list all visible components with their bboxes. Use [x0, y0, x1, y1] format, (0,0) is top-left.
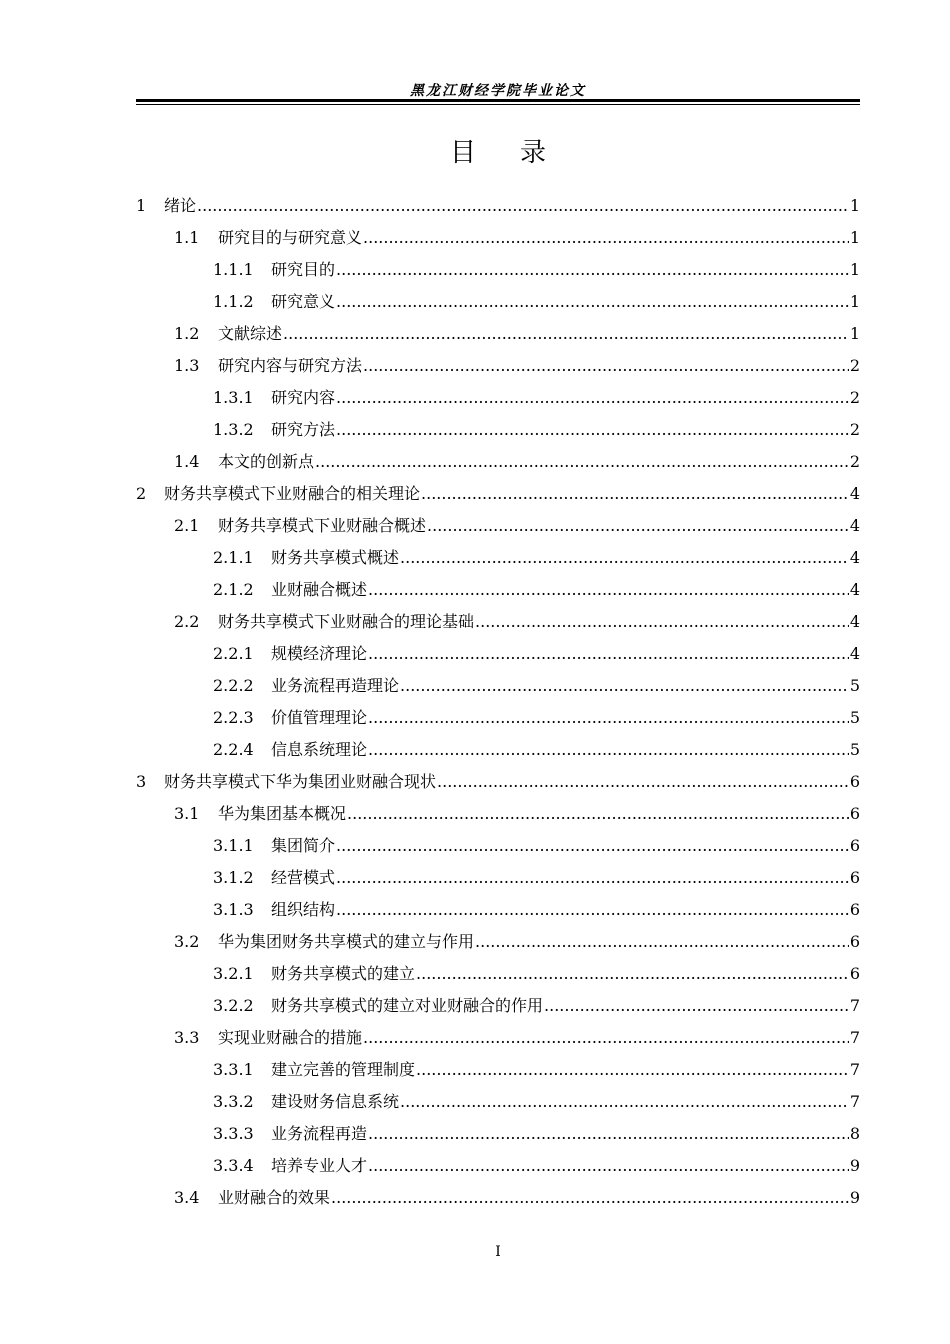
toc-leader-dots — [336, 830, 849, 862]
toc-entry-title: 研究目的 — [271, 260, 336, 279]
toc-leader-dots — [315, 446, 849, 478]
toc-entry[interactable] — [136, 990, 860, 1022]
toc-entry[interactable] — [136, 1182, 860, 1214]
toc-entry[interactable] — [136, 830, 860, 862]
toc-entry-title: 研究目的与研究意义 — [218, 228, 363, 247]
toc-entry-title: 本文的创新点 — [218, 452, 315, 471]
toc-leader-dots — [368, 1118, 849, 1150]
toc-entry-title: 业务流程再造理论 — [271, 676, 400, 695]
toc-title: 目录 — [449, 138, 590, 168]
toc-entry-title: 绪论 — [164, 196, 197, 215]
toc-entry-title: 研究意义 — [271, 292, 336, 311]
toc-entry-number: 3.3 — [174, 1028, 200, 1047]
toc-entry-number: 1.4 — [174, 452, 200, 471]
toc-entry[interactable] — [136, 446, 860, 478]
toc-entry-page: 9 — [849, 1188, 860, 1207]
toc-entry-page: 6 — [849, 900, 860, 919]
toc-entry-page: 4 — [849, 548, 860, 567]
toc-entry-title: 华为集团基本概况 — [218, 804, 347, 823]
toc-entry[interactable] — [136, 574, 860, 606]
toc-leader-dots — [400, 670, 849, 702]
toc-entry-title: 财务共享模式的建立对业财融合的作用 — [271, 996, 544, 1015]
page-number: I — [495, 1244, 501, 1260]
header-rule-thin — [136, 104, 860, 105]
toc-leader-dots — [368, 1150, 849, 1182]
toc-entry-page: 9 — [849, 1156, 860, 1175]
toc-entry[interactable] — [136, 958, 860, 990]
toc-entry[interactable] — [136, 1086, 860, 1118]
toc-entry-title: 信息系统理论 — [271, 740, 368, 759]
toc-entry-page: 8 — [849, 1124, 860, 1143]
toc-leader-dots — [336, 894, 849, 926]
toc-entry-title: 研究内容与研究方法 — [218, 356, 363, 375]
toc-entry-title: 业务流程再造 — [271, 1124, 368, 1143]
toc-entry[interactable] — [136, 1118, 860, 1150]
toc-entry[interactable] — [136, 318, 860, 350]
toc-entry-title: 实现业财融合的措施 — [218, 1028, 363, 1047]
toc-entry-title: 财务共享模式概述 — [271, 548, 400, 567]
toc-leader-dots — [544, 990, 849, 1022]
toc-entry-title: 财务共享模式下业财融合的理论基础 — [218, 612, 475, 631]
toc-entry-title: 组织结构 — [271, 900, 336, 919]
toc-entry-number: 3.1.3 — [213, 900, 254, 919]
toc-entry-title: 财务共享模式的建立 — [271, 964, 416, 983]
toc-entry[interactable] — [136, 222, 860, 254]
toc-entry-number: 3.3.3 — [213, 1124, 254, 1143]
toc-entry-title: 价值管理理论 — [271, 708, 368, 727]
toc-leader-dots — [368, 702, 849, 734]
toc-entry-number: 3.3.4 — [213, 1156, 254, 1175]
toc-leader-dots — [475, 926, 849, 958]
toc-leader-dots — [363, 350, 849, 382]
toc-entry-title: 建设财务信息系统 — [271, 1092, 400, 1111]
toc-entry-number: 2.2 — [174, 612, 200, 631]
toc-entry[interactable] — [136, 926, 860, 958]
toc-entry[interactable] — [136, 1150, 860, 1182]
toc-entry-page: 7 — [849, 1028, 860, 1047]
toc-entry-number: 2.2.2 — [213, 676, 254, 695]
toc-leader-dots — [368, 734, 849, 766]
toc-entry-number: 3.3.2 — [213, 1092, 254, 1111]
toc-entry-number: 2 — [136, 484, 147, 503]
toc-entry[interactable] — [136, 254, 860, 286]
toc-entry[interactable] — [136, 1054, 860, 1086]
toc-entry-title: 业财融合的效果 — [218, 1188, 331, 1207]
toc-entry-page: 5 — [849, 708, 860, 727]
toc-entry[interactable] — [136, 350, 860, 382]
toc-leader-dots — [400, 1086, 849, 1118]
toc-leader-dots — [336, 382, 849, 414]
toc-entry-number: 3.4 — [174, 1188, 200, 1207]
table-of-contents — [136, 190, 860, 1214]
toc-entry[interactable] — [136, 766, 860, 798]
toc-entry-page: 7 — [849, 1092, 860, 1111]
toc-entry-title: 华为集团财务共享模式的建立与作用 — [218, 932, 475, 951]
toc-entry-page: 2 — [849, 452, 860, 471]
toc-entry-page: 7 — [849, 1060, 860, 1079]
toc-entry-number: 3.1.2 — [213, 868, 254, 887]
toc-entry-number: 1.1.1 — [213, 260, 254, 279]
toc-leader-dots — [421, 478, 849, 510]
toc-entry-title: 文献综述 — [218, 324, 283, 343]
toc-entry-page: 6 — [849, 932, 860, 951]
toc-entry-page: 4 — [849, 484, 860, 503]
toc-leader-dots — [336, 286, 849, 318]
toc-entry-page: 4 — [849, 516, 860, 535]
toc-entry-title: 培养专业人才 — [271, 1156, 368, 1175]
toc-entry-page: 2 — [849, 356, 860, 375]
toc-entry[interactable] — [136, 1022, 860, 1054]
toc-entry[interactable] — [136, 638, 860, 670]
toc-entry-title: 建立完善的管理制度 — [271, 1060, 416, 1079]
toc-entry-page: 1 — [849, 260, 860, 279]
toc-entry-number: 3.1.1 — [213, 836, 254, 855]
toc-entry-page: 5 — [849, 740, 860, 759]
toc-leader-dots — [437, 766, 849, 798]
toc-entry-page: 1 — [849, 196, 860, 215]
toc-leader-dots — [416, 958, 849, 990]
toc-leader-dots — [475, 606, 849, 638]
toc-leader-dots — [363, 1022, 849, 1054]
toc-entry-page: 5 — [849, 676, 860, 695]
toc-entry[interactable] — [136, 286, 860, 318]
toc-entry[interactable] — [136, 510, 860, 542]
toc-leader-dots — [336, 862, 849, 894]
toc-entry-title: 集团简介 — [271, 836, 336, 855]
toc-entry-page: 4 — [849, 644, 860, 663]
toc-entry-page: 1 — [849, 324, 860, 343]
toc-leader-dots — [283, 318, 849, 350]
toc-entry-title: 财务共享模式下业财融合的相关理论 — [164, 484, 421, 503]
toc-entry-number: 1.3 — [174, 356, 200, 375]
toc-entry-number: 1.3.2 — [213, 420, 254, 439]
toc-entry[interactable] — [136, 606, 860, 638]
toc-entry-number: 2.1 — [174, 516, 200, 535]
toc-entry[interactable] — [136, 190, 860, 222]
toc-entry-number: 3.2.1 — [213, 964, 254, 983]
toc-entry-page: 4 — [849, 580, 860, 599]
toc-entry[interactable] — [136, 382, 860, 414]
toc-entry-number: 1.1 — [174, 228, 200, 247]
toc-entry-number: 3 — [136, 772, 147, 791]
toc-entry-title: 业财融合概述 — [271, 580, 368, 599]
toc-entry[interactable] — [136, 670, 860, 702]
toc-entry-title: 经营模式 — [271, 868, 336, 887]
toc-entry-page: 4 — [849, 612, 860, 631]
toc-entry-page: 6 — [849, 964, 860, 983]
toc-entry-number: 3.2.2 — [213, 996, 254, 1015]
toc-entry-number: 2.1.1 — [213, 548, 254, 567]
toc-leader-dots — [416, 1054, 849, 1086]
toc-entry-page: 6 — [849, 804, 860, 823]
toc-entry-number: 1 — [136, 196, 147, 215]
toc-entry-number: 3.1 — [174, 804, 200, 823]
toc-leader-dots — [368, 574, 849, 606]
toc-entry-number: 3.3.1 — [213, 1060, 254, 1079]
toc-entry-number: 1.1.2 — [213, 292, 254, 311]
toc-entry-page: 1 — [849, 292, 860, 311]
toc-leader-dots — [427, 510, 849, 542]
toc-entry-title: 财务共享模式下业财融合概述 — [218, 516, 427, 535]
toc-entry-number: 3.2 — [174, 932, 200, 951]
toc-leader-dots — [347, 798, 849, 830]
header-rule-thick — [136, 99, 860, 102]
toc-entry-number: 1.3.1 — [213, 388, 254, 407]
toc-leader-dots — [331, 1182, 849, 1214]
toc-entry-title: 研究方法 — [271, 420, 336, 439]
toc-entry-number: 2.2.3 — [213, 708, 254, 727]
toc-entry-page: 1 — [849, 228, 860, 247]
toc-entry-page: 6 — [849, 868, 860, 887]
toc-entry[interactable] — [136, 894, 860, 926]
toc-entry-number: 2.1.2 — [213, 580, 254, 599]
toc-entry[interactable] — [136, 542, 860, 574]
toc-entry-number: 1.2 — [174, 324, 200, 343]
toc-leader-dots — [336, 254, 849, 286]
toc-entry[interactable] — [136, 798, 860, 830]
toc-entry[interactable] — [136, 478, 860, 510]
toc-leader-dots — [336, 414, 849, 446]
toc-entry-title: 规模经济理论 — [271, 644, 368, 663]
toc-entry-page: 7 — [849, 996, 860, 1015]
toc-entry-number: 2.2.4 — [213, 740, 254, 759]
toc-leader-dots — [368, 638, 849, 670]
toc-entry-page: 6 — [849, 836, 860, 855]
toc-entry-page: 2 — [849, 388, 860, 407]
running-header: 黑龙江财经学院毕业论文 — [410, 83, 586, 99]
toc-entry[interactable] — [136, 702, 860, 734]
toc-leader-dots — [363, 222, 849, 254]
toc-entry[interactable] — [136, 734, 860, 766]
toc-entry-number: 2.2.1 — [213, 644, 254, 663]
toc-entry[interactable] — [136, 862, 860, 894]
toc-entry-title: 研究内容 — [271, 388, 336, 407]
toc-entry-title: 财务共享模式下华为集团业财融合现状 — [164, 772, 437, 791]
toc-leader-dots — [197, 190, 849, 222]
toc-entry-page: 6 — [849, 772, 860, 791]
toc-leader-dots — [400, 542, 849, 574]
toc-entry-page: 2 — [849, 420, 860, 439]
toc-entry[interactable] — [136, 414, 860, 446]
